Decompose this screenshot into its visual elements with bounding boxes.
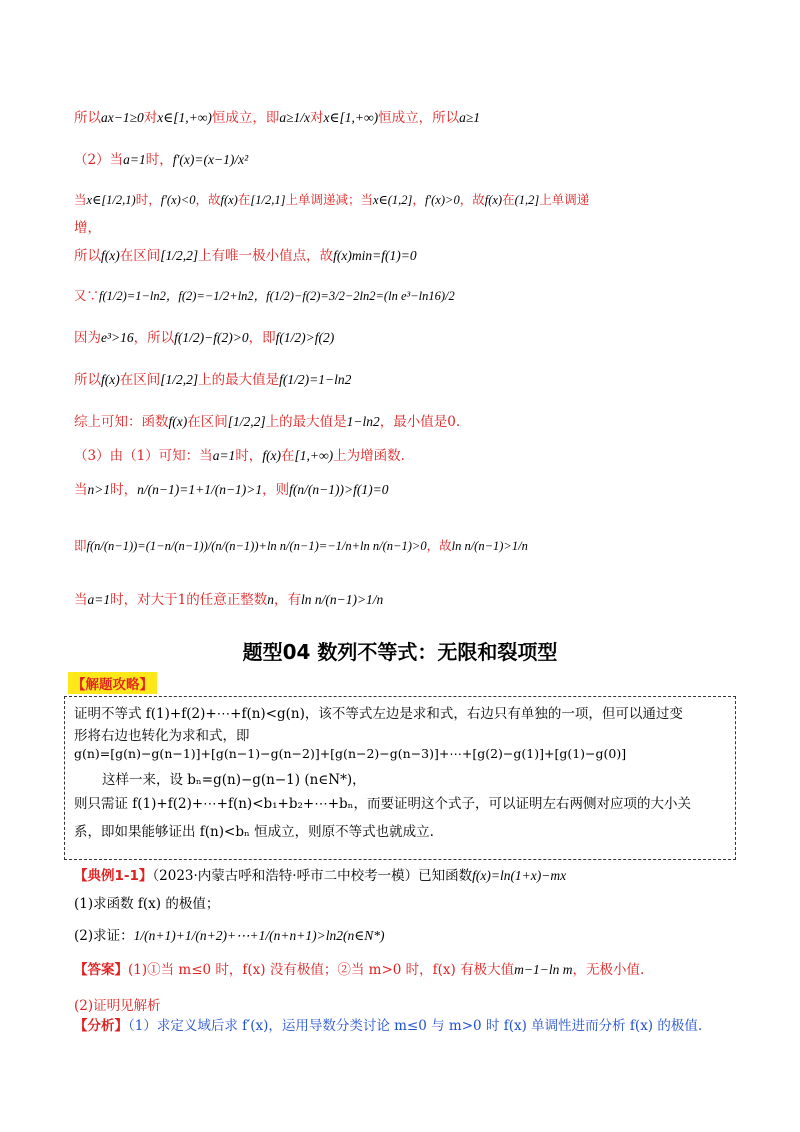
strategy-line-5: 则只需证 f(1)+f(2)+⋯+f(n)<b₁+b₂+⋯+bₙ，而要证明这个式子，可以证明左右两侧对应项的大小关 — [74, 796, 692, 812]
solution-line-2: （2）当a=1时，f′(x)=(x−1)/x² — [74, 152, 249, 168]
strategy-line-2: 形将右边也转化为求和式，即 — [74, 728, 250, 744]
solution-line-9: 综上可知：函数f(x)在区间[1/2,2]上的最大值是1−ln2，最小值是0. — [74, 414, 461, 430]
solution-line-11: 当n>1时，n/(n−1)=1+1/(n−1)>1，则f(n/(n−1))>f(1)=0 — [74, 482, 389, 498]
strategy-line-1: 证明不等式 f(1)+f(2)+⋯+f(n)<g(n)，该不等式左边是求和式，右边只有单独的一项，但可以通过变 — [74, 706, 683, 722]
strategy-tag: 【解题攻略】 — [68, 672, 157, 694]
solution-line-6: 又∵f(1/2)=1−ln2，f(2)=−1/2+ln2，f(1/2)−f(2)=3/2−2ln2=(ln e³−ln16)/2 — [74, 288, 455, 303]
example-question-1: (1)求函数 f(x) 的极值； — [74, 896, 220, 912]
strategy-line-3: g(n)=[g(n)−g(n−1)]+[g(n−1)−g(n−2)]+[g(n−2)−g(n−3)]+⋯+[g(2)−g(1)]+[g(1)−g(0)] — [74, 746, 627, 761]
strategy-line-4: 这样一来，设 bₙ=g(n)−g(n−1) (n∈N*)， — [102, 772, 366, 788]
solution-line-7: 因为e³>16，所以f(1/2)−f(2)>0，即f(1/2)>f(2) — [74, 330, 335, 346]
solution-line-3: 当x∈[1/2,1)时，f′(x)<0，故f(x)在[1/2,1]上单调递减；当x∈(1,2]，f′(x)>0，故f(x)在(1,2]上单调递 — [74, 192, 590, 207]
solution-line-1: 所以ax−1≥0对x∈[1,+∞)恒成立，即a≥1/x对x∈[1,+∞)恒成立，所以a≥1 — [74, 110, 481, 126]
solution-line-10: （3）由（1）可知：当a=1时，f(x)在[1,+∞)上为增函数. — [74, 448, 405, 464]
example-analysis: 【分析】（1）求定义域后求 f′(x)，运用导数分类讨论 m≤0 与 m>0 时 f(x) 单调性进而分析 f(x) 的极值. — [74, 1018, 703, 1034]
strategy-line-6: 系，即如果能够证出 f(n)<bₙ 恒成立，则原不等式也就成立. — [74, 824, 434, 840]
example-proof: (2)证明见解析 — [74, 998, 161, 1014]
solution-line-5: 所以f(x)在区间[1/2,2]上有唯一极小值点，故f(x)min=f(1)=0 — [74, 248, 417, 264]
example-header: 【典例1-1】（2023·内蒙古呼和浩特·呼市二中校考一模）已知函数f(x)=ln(1+x)−mx — [74, 868, 567, 884]
solution-line-13: 当a=1时，对大于1的任意正整数n，有ln n/(n−1)>1/n — [74, 592, 384, 608]
example-answer: 【答案】(1)①当 m≤0 时，f(x) 没有极值；②当 m>0 时，f(x) 有极大值m−1−ln m，无极小值. — [74, 962, 645, 978]
solution-line-8: 所以f(x)在区间[1/2,2]上的最大值是f(1/2)=1−ln2 — [74, 372, 352, 388]
solution-line-12: 即f(n/(n−1))=(1−n/(n−1))/(n/(n−1))+ln n/(n−1)=−1/n+ln n/(n−1)>0，故ln n/(n−1)>1/n — [74, 538, 528, 553]
section-heading: 题型04 数列不等式：无限和裂项型 — [242, 640, 558, 664]
example-question-2: (2)求证：1/(n+1)+1/(n+2)+⋯+1/(n+n+1)>ln2(n∈N*) — [74, 928, 385, 944]
solution-line-4: 增， — [74, 220, 101, 236]
